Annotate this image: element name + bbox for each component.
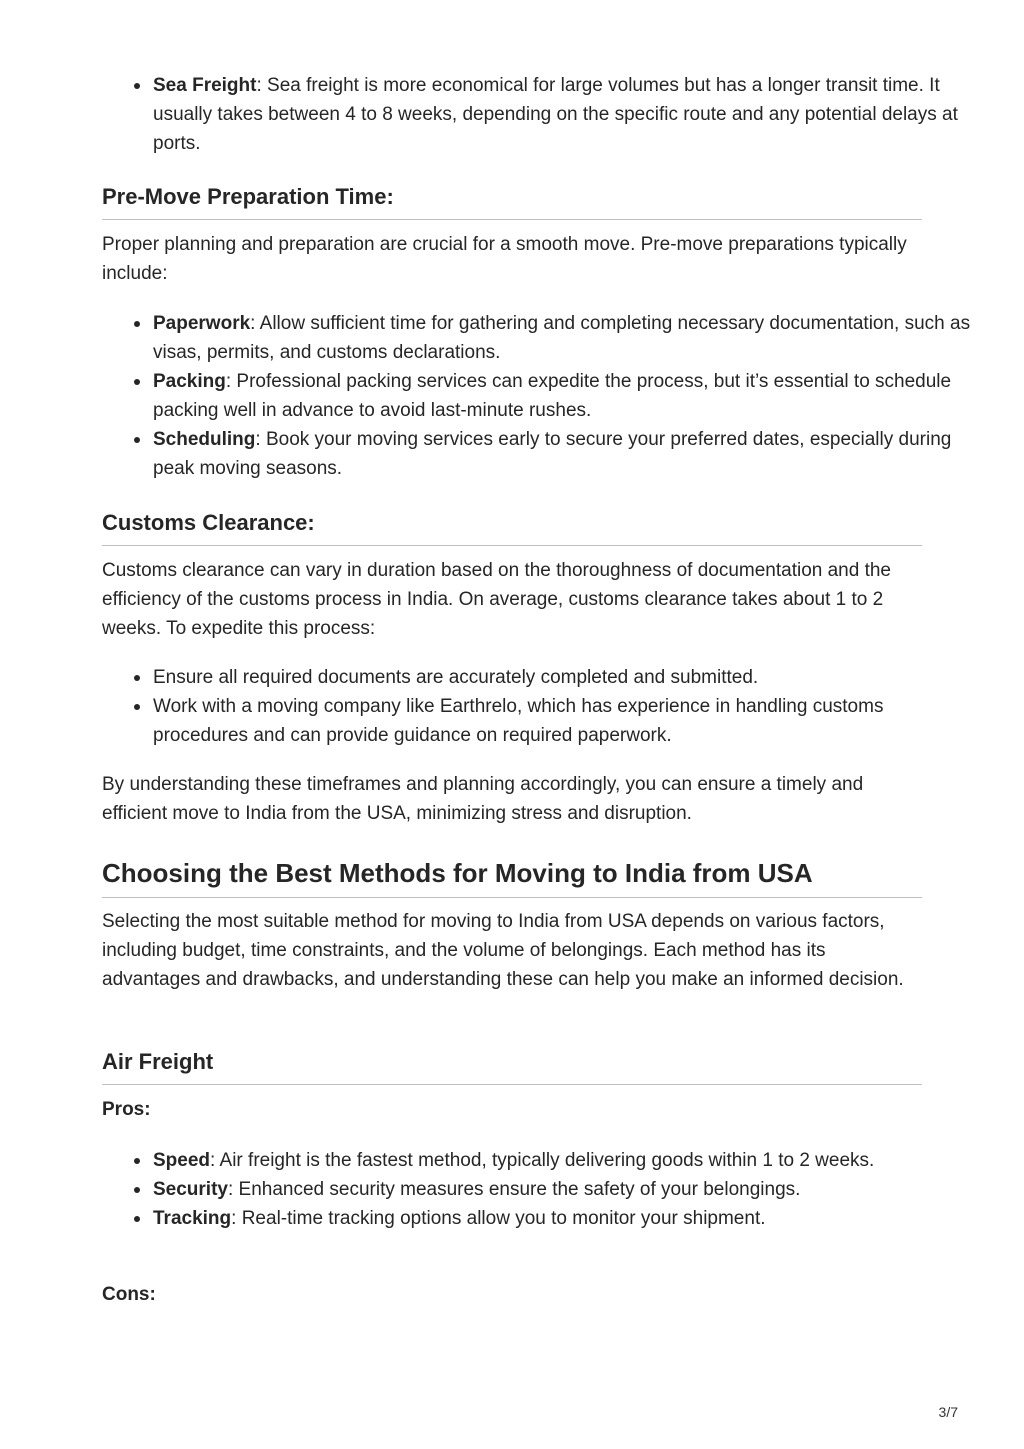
list-item: [153, 367, 973, 425]
list-item: [153, 1175, 973, 1204]
bullet-text: : Sea freight is more economical for large volumes but has a longer transit time. It usually takes between 4 to 8 weeks, depending on the specific route and any potential delays at ports.: [153, 75, 958, 154]
bullet-term: Security: [153, 1179, 228, 1200]
bullet-text: : Book your moving services early to secure your preferred dates, especially during peak moving seasons.: [153, 429, 952, 479]
bullet-term: Sea Freight: [153, 75, 257, 96]
section-heading-pre-move: Pre-Move Preparation Time:: [102, 183, 922, 220]
list-item: [153, 309, 973, 367]
customs-list: [102, 663, 973, 750]
cons-label: Cons:: [102, 1284, 156, 1305]
section-heading-methods: Choosing the Best Methods for Moving to India from USA: [102, 857, 922, 898]
paragraph-methods-intro: Selecting the most suitable method for moving to India from USA depends on various factors, including budget, time constraints, and the volume of belongings. Each method has its advantages and drawbacks, and understanding these can help you make an informed decision.: [102, 911, 904, 990]
bullet-text: : Real-time tracking options allow you to monitor your shipment.: [231, 1208, 766, 1229]
sea-freight-list: [102, 71, 973, 158]
pre-move-list: [102, 309, 973, 483]
bullet-text: Work with a moving company like Earthrelo, which has experience in handling customs procedures and can provide guidance on required paperwork.: [153, 696, 884, 746]
paragraph-customs-intro: Customs clearance can vary in duration based on the thoroughness of documentation and the efficiency of the customs process in India. On average, customs clearance takes about 1 to 2 weeks. To expedite this process:: [102, 560, 892, 639]
bullet-term: Paperwork: [153, 313, 251, 334]
bullet-term: Scheduling: [153, 429, 256, 450]
section-heading-air-freight: Air Freight: [102, 1048, 922, 1085]
bullet-text: : Air freight is the fastest method, typically delivering goods within 1 to 2 weeks.: [210, 1150, 875, 1171]
section-heading-customs: Customs Clearance:: [102, 509, 922, 546]
pros-label: Pros:: [102, 1099, 151, 1120]
bullet-text: : Professional packing services can expedite the process, but it’s essential to schedule packing well in advance to avoid last-minute rushes.: [153, 371, 952, 421]
pros-list: [102, 1146, 973, 1233]
paragraph-pre-move-intro: Proper planning and preparation are crucial for a smooth move. Pre-move preparations typically include:: [102, 234, 907, 284]
list-item: [153, 1146, 973, 1175]
list-item: [153, 71, 973, 158]
bullet-term: Tracking: [153, 1208, 232, 1229]
bullet-text: : Enhanced security measures ensure the safety of your belongings.: [227, 1179, 801, 1200]
bullet-text: Ensure all required documents are accurately completed and submitted.: [153, 667, 759, 688]
paragraph-customs-conclusion: By understanding these timeframes and planning accordingly, you can ensure a timely and efficient move to India from the USA, minimizing stress and disruption.: [102, 774, 864, 824]
bullet-term: Packing: [153, 371, 226, 392]
list-item: [153, 1204, 973, 1233]
page-number: 3/7: [938, 1404, 958, 1420]
bullet-text: : Allow sufficient time for gathering and completing necessary documentation, such as visas, permits, and customs declarations.: [153, 313, 971, 363]
list-item: [153, 692, 973, 750]
bullet-term: Speed: [153, 1150, 211, 1171]
list-item: [153, 425, 973, 483]
list-item: [153, 663, 973, 692]
